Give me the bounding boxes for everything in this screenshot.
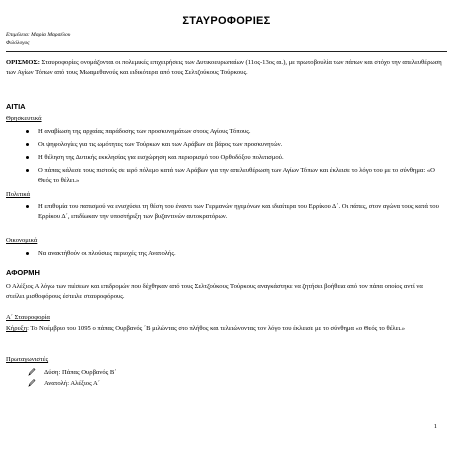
political-list xyxy=(26,202,441,222)
religious-label: Θρησκευτικά xyxy=(6,115,42,122)
bullet-icon xyxy=(26,252,29,255)
bullet-icon xyxy=(26,205,29,208)
pencil-icon xyxy=(28,378,36,387)
author-name: Επιμέλεια: Μαρία Μαρσέλου xyxy=(6,32,71,38)
list-item: Η θέληση της Δυτικής εκκλησίας για εισχώρηση και περιορισμό του Ορθοδόξου πολιτισμού. xyxy=(26,153,441,163)
trigger-heading: ΑΦΟΡΜΗ xyxy=(6,268,40,277)
first-crusade-label: Α΄ Σταυροφορία xyxy=(6,314,50,321)
political-label: Πολιτικά xyxy=(6,191,31,198)
definition-text: Σταυροφορίες ονομάζονται οι πολεμικές επιχειρήσεις των Δυτικοευρωπαίων (11ος-13ος αι.), με πρωτοβουλία των πάπων και στόχο την απελευθέρωση των Αγίων Τόπων από τους Μωαμεθανούς και ειδικότερα από τους Σελτζούκους Τούρκους. xyxy=(6,59,442,76)
proclamation-label: Κήρυξη xyxy=(6,325,28,332)
list-item: Ο πάπας κάλεσε τους πιστούς σε ιερό πόλεμο κατά των Αράβων για την απελευθέρωση των Αγίων Τόπων και έκλεισε το λόγο του με το σύνθημα: «Ο Θεός το θέλει.» xyxy=(26,166,441,186)
list-item: Η αναβίωση της αρχαίας παράδοσης των προσκυνημάτων στους Αγίους Τόπους. xyxy=(26,127,441,137)
bullet-icon xyxy=(26,169,29,172)
list-item: Οι ψηφολογίες για τις ωμότητες των Τούρκων και των Αράβων σε βάρος των προσκυνητών. xyxy=(26,140,441,150)
causes-heading: ΑΙΤΙΑ xyxy=(6,102,26,111)
definition-paragraph xyxy=(6,58,446,78)
header-divider xyxy=(6,51,447,52)
author-role: Φιλόλογος xyxy=(6,40,30,46)
pencil-icon xyxy=(28,367,36,376)
definition-term: ΟΡΙΣΜΟΣ: xyxy=(6,59,40,66)
religious-list xyxy=(26,127,441,186)
page-number: 1 xyxy=(433,423,437,430)
trigger-paragraph: Ο Αλέξιος Α λόγω των πιέσεων και επιδρομών που δέχθηκαν από τους Σελτζούκους Τούρκους αναγκάστηκε να ζητήσει βοήθεια από τον πάπα οποίος αντί να στείλει μισθοφόρους έστειλε σταυροφόρους. xyxy=(6,283,423,300)
author-info xyxy=(6,31,70,47)
proclamation-text: : Το Νοέμβριο του 1095 ο πάπας Ουρβανός ΄Β μιλώντας στο πλήθος και τελειώνοντας τον λόγο του έκλεισε με το σύνθημα «ο Θεός το θέλει.» xyxy=(27,325,406,332)
page-title: ΣΤΑΥΡΟΦΟΡΙΕΣ xyxy=(182,15,271,27)
bullet-icon xyxy=(26,156,29,159)
economic-list xyxy=(26,249,441,259)
protagonists-list xyxy=(28,367,117,389)
proclamation-paragraph xyxy=(6,324,438,334)
protagonists-label: Πρωταγωνιστές xyxy=(6,356,49,363)
list-item: Ανατολή: Αλέξιος Α΄ xyxy=(28,378,117,389)
list-item: Να ανακτήθούν οι πλούσιες περιοχές της Ανατολής. xyxy=(26,249,441,259)
bullet-icon xyxy=(26,130,29,133)
list-item: Η επιθυμία του παπισμού να ενισχύσει τη θέση του έναντι των Γερμανών ηγεμόνων και ιδιαίτερα του Ερρίκου Δ΄. Οι πάπες, στον αγώνα τους κατά του Ερρίκου Δ΄, επιδίωκαν την υποστήριξη των βυζαντινών αυτοκρατόρων. xyxy=(26,202,441,222)
economic-label: Οικονομικά xyxy=(6,237,38,244)
list-item: Δύση: Πάπας Ουρβανός Β΄ xyxy=(28,367,117,378)
bullet-icon xyxy=(26,143,29,146)
